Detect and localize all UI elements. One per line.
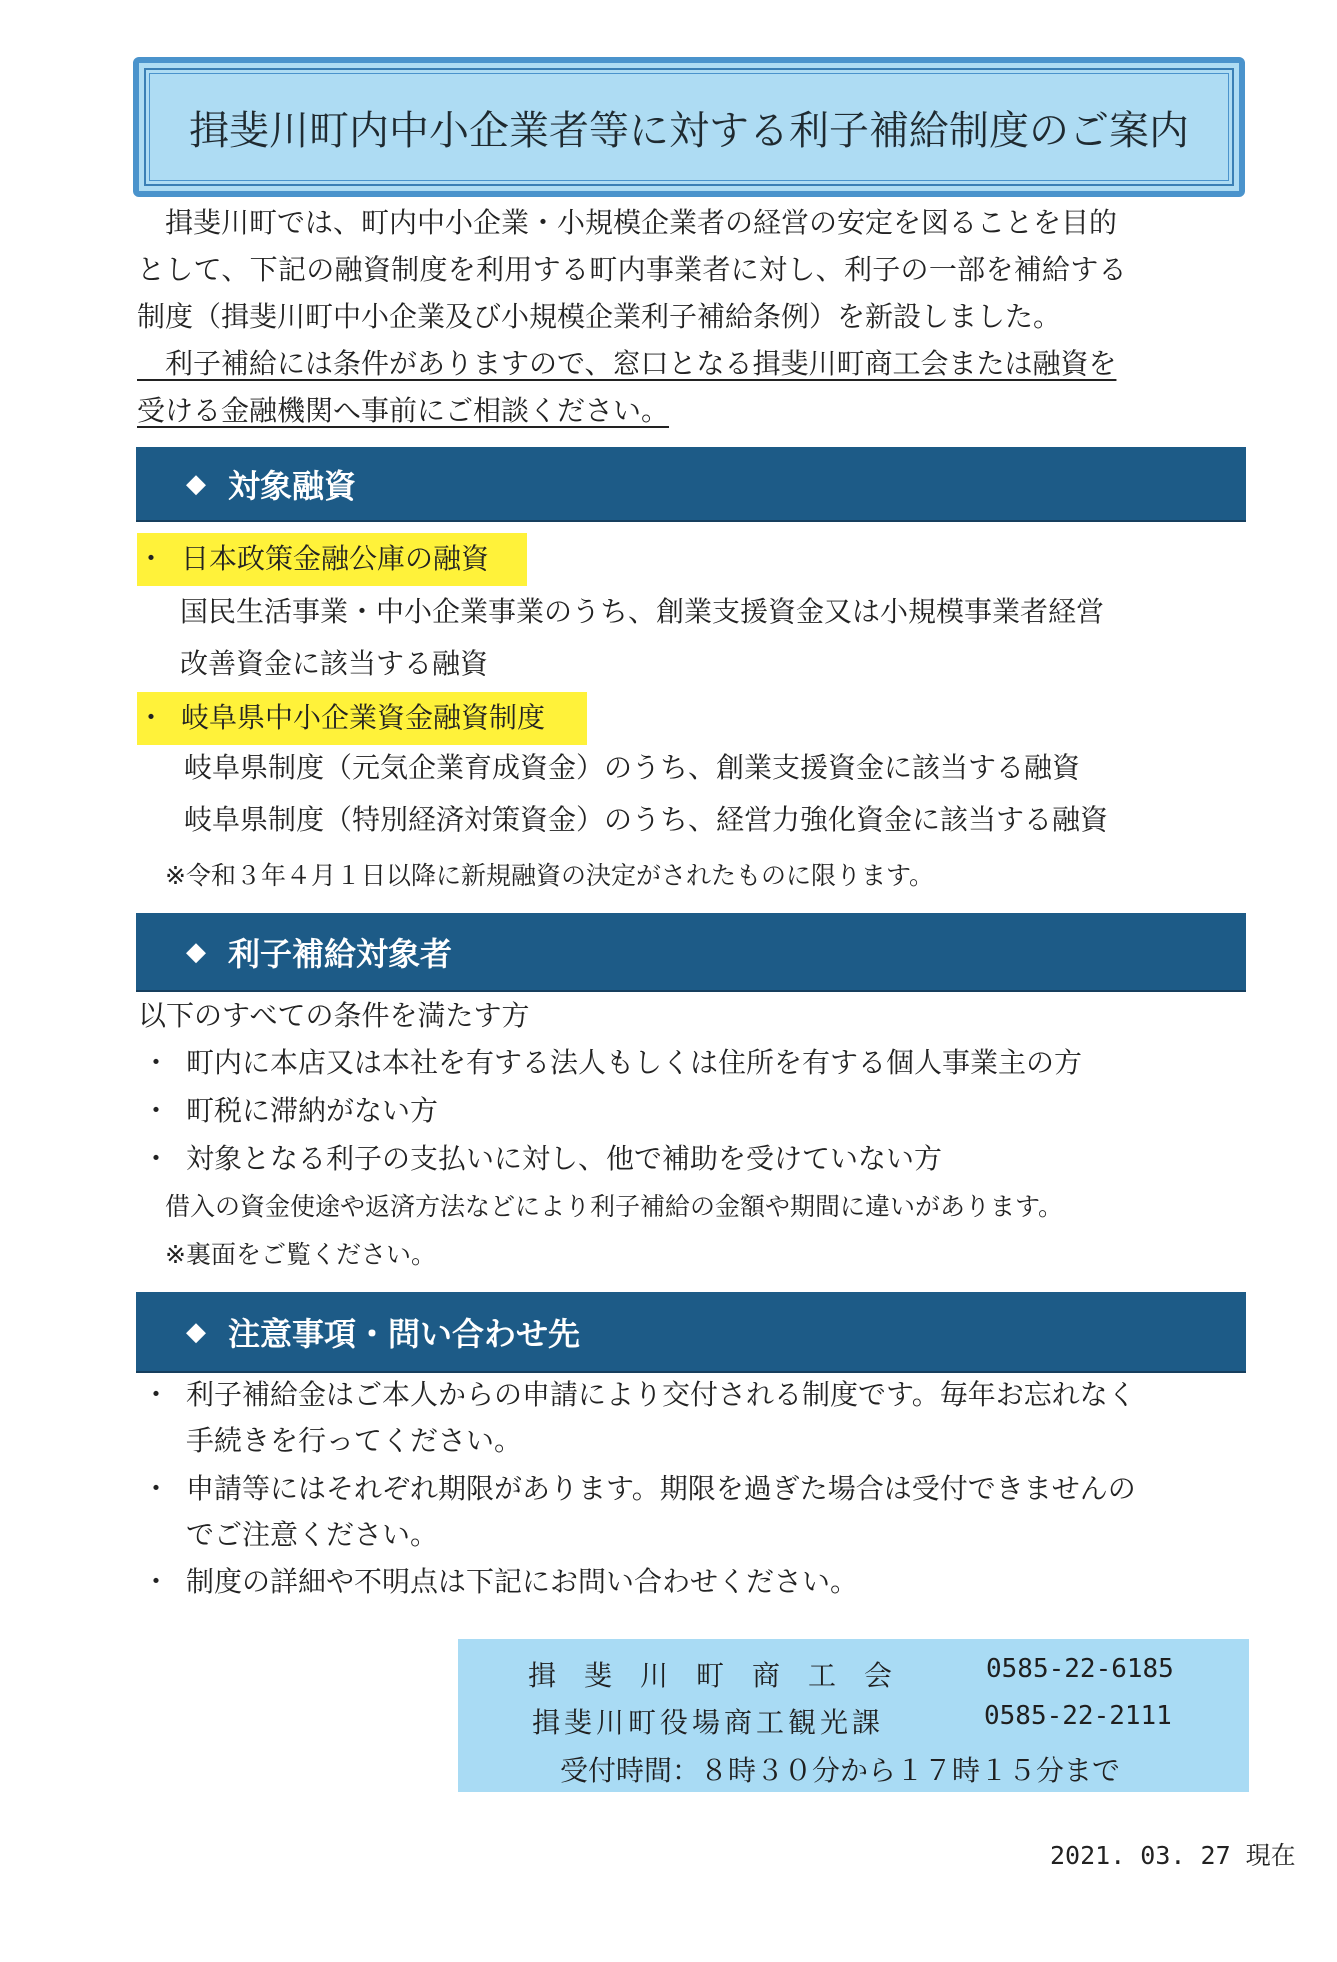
section-heading: 注意事項・問い合わせ先 <box>228 1314 581 1353</box>
bullet: ・ <box>137 701 166 734</box>
contact-phone-chamber[interactable]: 0585-22-6185 <box>986 1654 1174 1684</box>
eligibility-item <box>142 1043 1082 1083</box>
intro-line-1: 揖斐川町では、町内中小企業・小規模企業者の経営の安定を図ることを目的 <box>137 206 1118 239</box>
loan-group-title-gifu <box>137 698 545 738</box>
diamond-icon: ◆ <box>186 1316 206 1347</box>
contact-box <box>458 1639 1249 1792</box>
contact-name-chamber: 揖 斐 川 町 商 工 会 <box>528 1659 893 1692</box>
bullet: ・ <box>142 1378 171 1411</box>
eligibility-item-text: 対象となる利子の支払いに対し、他で補助を受けていない方 <box>186 1142 943 1175</box>
section-header-eligible <box>136 913 1246 992</box>
bullet: ・ <box>142 1565 171 1598</box>
loan-group-title-jfc <box>137 539 489 579</box>
contact-hours: 受付時間：８時３０分から１７時１５分まで <box>560 1754 1121 1787</box>
bullet: ・ <box>137 542 166 575</box>
notice-item <box>142 1375 1136 1415</box>
notice-item-text: 制度の詳細や不明点は下記にお問い合わせください。 <box>186 1565 859 1598</box>
notice-item <box>142 1562 858 1602</box>
bullet: ・ <box>142 1094 171 1127</box>
section-heading: 利子補給対象者 <box>228 934 453 973</box>
page-title: 揖斐川町内中小企業者等に対する利子補給制度のご案内 <box>189 107 1189 154</box>
intro-line-2: として、下記の融資制度を利用する町内事業者に対し、利子の一部を補給する <box>137 253 1127 286</box>
loan-detail-line: 国民生活事業・中小企業事業のうち、創業支援資金又は小規模事業者経営 <box>180 595 1105 628</box>
eligibility-item-text: 町税に滞納がない方 <box>186 1094 439 1127</box>
eligibility-lead: 以下のすべての条件を満たす方 <box>138 999 530 1032</box>
eligibility-item <box>142 1139 942 1179</box>
section-header-target-loans <box>136 447 1246 522</box>
contact-phone-town-office[interactable]: 0585-22-2111 <box>984 1701 1172 1731</box>
bullet: ・ <box>142 1046 171 1079</box>
intro-line-3: 制度（揖斐川町中小企業及び小規模企業利子補給条例）を新設しました。 <box>137 300 1062 333</box>
eligibility-item <box>142 1091 438 1131</box>
loan-detail-line: 改善資金に該当する融資 <box>180 647 489 680</box>
loan-note: ※令和３年４月１日以降に新規融資の決定がされたものに限ります。 <box>165 861 934 890</box>
loan-group-title-text: 岐阜県中小企業資金融資制度 <box>181 701 546 734</box>
diamond-icon: ◆ <box>186 936 206 967</box>
diamond-icon: ◆ <box>186 468 206 499</box>
as-of-date: 2021. 03. 27 現在 <box>1050 1841 1296 1870</box>
notice-item-text: 申請等にはそれぞれ期限があります。期限を過ぎた場合は受付できませんの <box>186 1472 1136 1505</box>
intro-underlined-line-1: 利子補給には条件がありますので、窓口となる揖斐川町商工会または融資を <box>137 347 1117 380</box>
intro-underlined-line-2: 受ける金融機関へ事前にご相談ください。 <box>137 394 670 427</box>
section-header-notes-contact <box>136 1292 1246 1373</box>
notice-item <box>142 1469 1136 1509</box>
loan-group-title-text: 日本政策金融公庫の融資 <box>181 542 490 575</box>
eligibility-item-text: 町内に本店又は本社を有する法人もしくは住所を有する個人事業主の方 <box>186 1046 1083 1079</box>
section-heading: 対象融資 <box>228 466 357 505</box>
notice-item-continuation: でご注意ください。 <box>186 1518 439 1551</box>
loan-detail-line: 岐阜県制度（特別経済対策資金）のうち、経営力強化資金に該当する融資 <box>184 803 1109 836</box>
loan-detail-line: 岐阜県制度（元気企業育成資金）のうち、創業支援資金に該当する融資 <box>184 751 1081 784</box>
notice-item-text: 利子補給金はご本人からの申請により交付される制度です。毎年お忘れなく <box>186 1378 1136 1411</box>
bullet: ・ <box>142 1142 171 1175</box>
bullet: ・ <box>142 1472 171 1505</box>
eligibility-note: 借入の資金使途や返済方法などにより利子補給の金額や期間に違いがあります。 <box>165 1192 1064 1221</box>
contact-name-town-office: 揖斐川町役場商工観光課 <box>532 1706 885 1739</box>
eligibility-note-see-back: ※裏面をご覧ください。 <box>165 1240 436 1269</box>
notice-item-continuation: 手続きを行ってください。 <box>186 1424 523 1457</box>
title-banner <box>133 57 1245 197</box>
